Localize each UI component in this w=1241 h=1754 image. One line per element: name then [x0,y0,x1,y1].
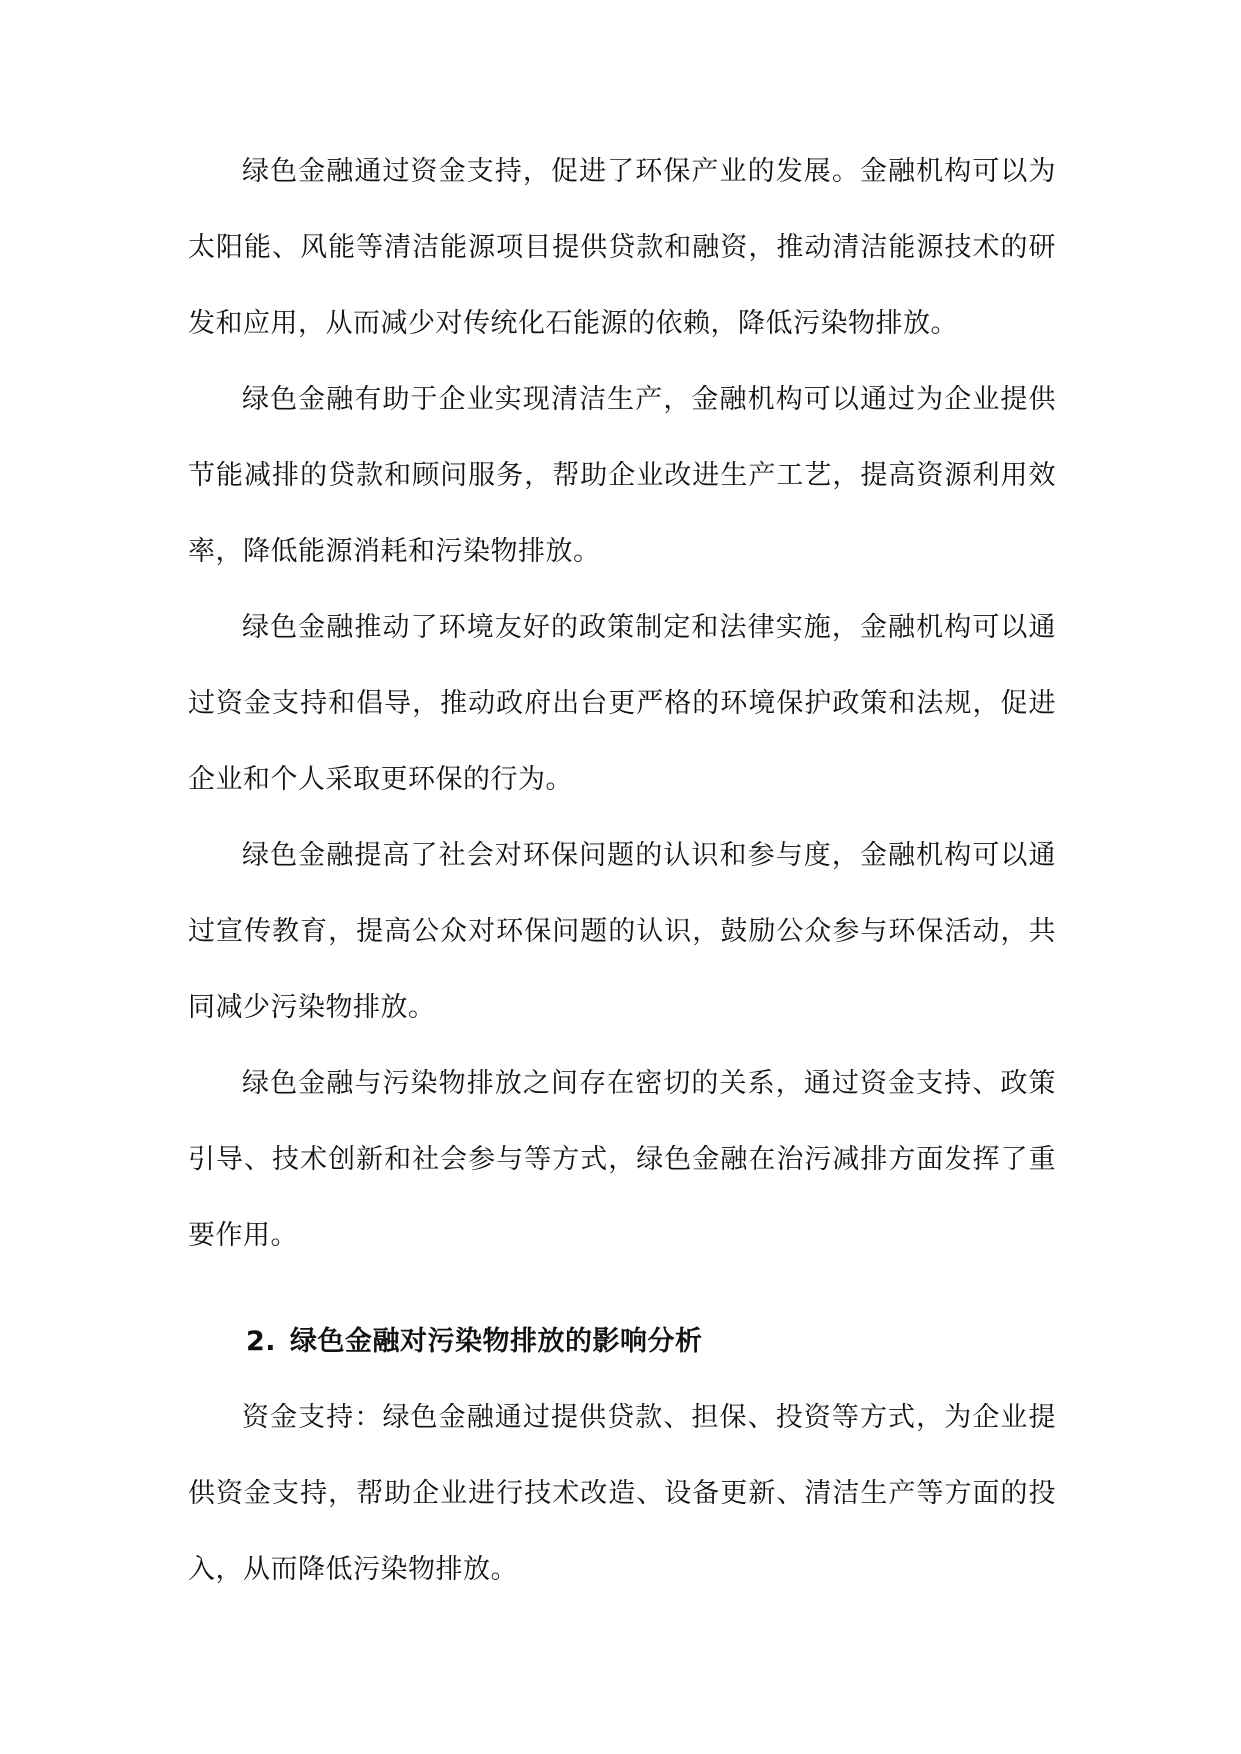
section-title: 绿色金融对污染物排放的影响分析 [290,1326,703,1357]
paragraph-funding-support: 资金支持：绿色金融通过提供贷款、担保、投资等方式，为企业提供资金支持，帮助企业进行技术改造、设备更新、清洁生产等方面的投入，从而降低污染物排放。 [188,1402,1056,1585]
paragraph-clean-energy: 绿色金融通过资金支持，促进了环保产业的发展。金融机构可以为太阳能、风能等清洁能源项目提供贷款和融资，推动清洁能源技术的研发和应用，从而减少对传统化石能源的依赖，降低污染物排放。 [188,156,1056,339]
document-body [188,134,1056,1608]
paragraph-summary: 绿色金融与污染物排放之间存在密切的关系，通过资金支持、政策引导、技术创新和社会参与等方式，绿色金融在治污减排方面发挥了重要作用。 [188,1068,1056,1251]
paragraph-clean-production: 绿色金融有助于企业实现清洁生产，金融机构可以通过为企业提供节能减排的贷款和顾问服务，帮助企业改进生产工艺，提高资源利用效率，降低能源消耗和污染物排放。 [188,384,1056,567]
paragraph-policy: 绿色金融推动了环境友好的政策制定和法律实施，金融机构可以通过资金支持和倡导，推动政府出台更严格的环境保护政策和法规，促进企业和个人采取更环保的行为。 [188,612,1056,795]
paragraph-public-awareness: 绿色金融提高了社会对环保问题的认识和参与度，金融机构可以通过宣传教育，提高公众对环保问题的认识，鼓励公众参与环保活动，共同减少污染物排放。 [188,840,1056,1023]
section-heading [188,1304,1056,1380]
section-number: 2. [246,1326,277,1357]
